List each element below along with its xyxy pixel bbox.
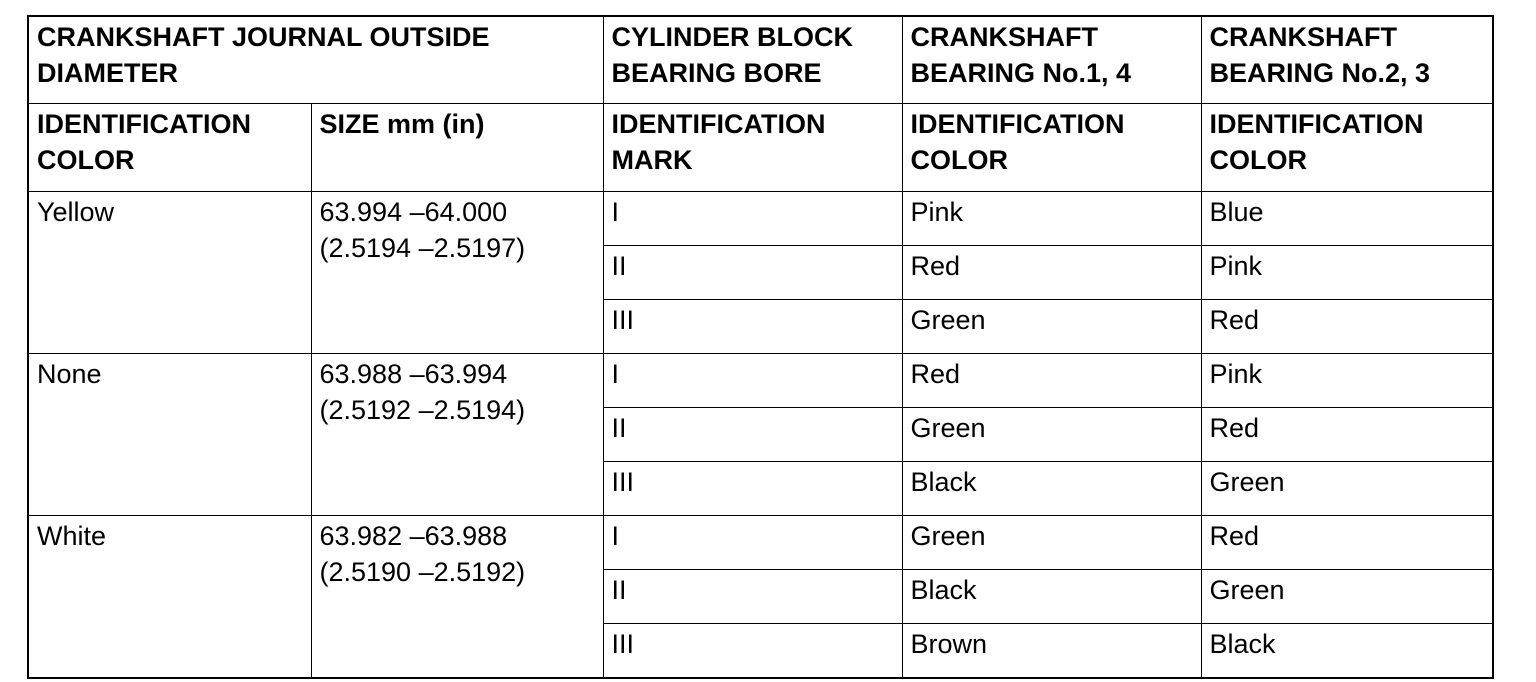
identification-mark-cell: III: [603, 462, 902, 516]
bearing-1-4-color-cell: Brown: [902, 624, 1201, 679]
header-bearing-no-2-3: CRANKSHAFT BEARING No.2, 3: [1201, 16, 1493, 104]
bearing-2-3-color-cell: Red: [1201, 408, 1493, 462]
subheader-identification-mark: IDENTIFICATION MARK: [603, 104, 902, 192]
bearing-2-3-color-cell: Blue: [1201, 192, 1493, 246]
journal-color-cell: White: [28, 516, 311, 679]
bearing-1-4-color-cell: Red: [902, 354, 1201, 408]
identification-mark-cell: II: [603, 246, 902, 300]
bearing-2-3-color-cell: Red: [1201, 516, 1493, 570]
header-row: [28, 16, 1493, 104]
subheader-identification-color: IDENTIFICATION COLOR: [28, 104, 311, 192]
header-cylinder-block-bearing-bore: CYLINDER BLOCK BEARING BORE: [603, 16, 902, 104]
identification-mark-cell: II: [603, 408, 902, 462]
table-row: [28, 354, 1493, 408]
identification-mark-cell: III: [603, 300, 902, 354]
subheader-bearing-1-4-color: IDENTIFICATION COLOR: [902, 104, 1201, 192]
identification-mark-cell: II: [603, 570, 902, 624]
bearing-1-4-color-cell: Black: [902, 462, 1201, 516]
bearing-2-3-color-cell: Green: [1201, 570, 1493, 624]
journal-color-cell: Yellow: [28, 192, 311, 354]
bearing-2-3-color-cell: Red: [1201, 300, 1493, 354]
bearing-1-4-color-cell: Red: [902, 246, 1201, 300]
subheader-bearing-2-3-color: IDENTIFICATION COLOR: [1201, 104, 1493, 192]
bearing-1-4-color-cell: Green: [902, 408, 1201, 462]
identification-mark-cell: I: [603, 354, 902, 408]
header-bearing-no-1-4: CRANKSHAFT BEARING No.1, 4: [902, 16, 1201, 104]
subheader-size: SIZE mm (in): [311, 104, 603, 192]
bearing-1-4-color-cell: Black: [902, 570, 1201, 624]
bearing-1-4-color-cell: Pink: [902, 192, 1201, 246]
bearing-2-3-color-cell: Pink: [1201, 354, 1493, 408]
table-row: [28, 516, 1493, 570]
bearing-1-4-color-cell: Green: [902, 300, 1201, 354]
identification-mark-cell: III: [603, 624, 902, 679]
bearing-2-3-color-cell: Pink: [1201, 246, 1493, 300]
identification-mark-cell: I: [603, 192, 902, 246]
table-row: [28, 192, 1493, 246]
bearing-1-4-color-cell: Green: [902, 516, 1201, 570]
size-cell: 63.994 –64.000 (2.5194 –2.5197): [311, 192, 603, 354]
bearing-2-3-color-cell: Black: [1201, 624, 1493, 679]
size-cell: 63.982 –63.988 (2.5190 –2.5192): [311, 516, 603, 679]
header-journal-outside-diameter: CRANKSHAFT JOURNAL OUTSIDE DIAMETER: [28, 16, 603, 104]
subheader-row: [28, 104, 1493, 192]
size-cell: 63.988 –63.994 (2.5192 –2.5194): [311, 354, 603, 516]
journal-color-cell: None: [28, 354, 311, 516]
crankshaft-bearing-selection-table: [27, 15, 1494, 679]
bearing-2-3-color-cell: Green: [1201, 462, 1493, 516]
identification-mark-cell: I: [603, 516, 902, 570]
